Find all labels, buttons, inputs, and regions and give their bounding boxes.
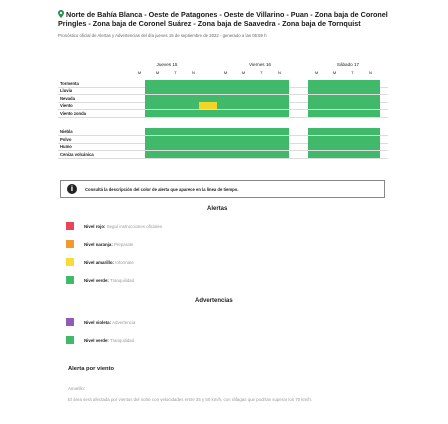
forecast-cell <box>199 128 217 135</box>
forecast-cell <box>145 80 163 87</box>
forecast-cell <box>271 87 289 94</box>
forecast-cell <box>362 102 380 109</box>
legend-description: Tranquilidad <box>108 277 135 283</box>
row-label-other: Niebla <box>60 129 73 134</box>
forecast-cell <box>308 128 326 135</box>
slot-label: M <box>241 70 246 75</box>
row-label-meteo: Viento zonda <box>60 111 86 116</box>
forecast-cell <box>308 136 326 143</box>
forecast-cell <box>199 95 217 102</box>
forecast-cell <box>344 87 362 94</box>
viento-alert-description: El área será afectada por vientos del norte con velocidades entre 35 y 50 km/h, con ráfagas que podrían superar los 70 km/h. <box>68 397 313 402</box>
day-label: Sábado 17 <box>336 62 360 67</box>
zone-title-text: Norte de Bahía Blanca - Oeste de Patagones - Oeste de Villarino - Puan - Zona baja de Coronel Pringles - Zona baja de Coronel Suárez - Zona baja de Saavedra - Zona baja de Tornquist <box>58 10 388 29</box>
forecast-cell <box>326 95 344 102</box>
forecast-cell <box>253 143 271 150</box>
forecast-cell <box>235 136 253 143</box>
viento-alert-title: Alerta por viento <box>68 366 115 372</box>
forecast-cell <box>145 95 163 102</box>
forecast-cell <box>308 151 326 158</box>
forecast-cell <box>235 128 253 135</box>
legend-level: Nivel rojo: <box>84 223 106 229</box>
legend-description: Advertencia <box>111 319 136 325</box>
forecast-cell <box>362 151 380 158</box>
forecast-cell <box>181 110 199 117</box>
legend-text <box>84 338 134 343</box>
forecast-cell <box>199 110 217 117</box>
forecast-cell <box>271 143 289 150</box>
info-box <box>60 180 385 198</box>
legend-level: Nivel verde: <box>84 277 109 283</box>
legend-description: Informate <box>114 259 134 265</box>
forecast-cell <box>362 95 380 102</box>
forecast-cell <box>163 87 181 94</box>
forecast-cell <box>362 110 380 117</box>
advertencias-title: Advertencias <box>195 298 233 304</box>
forecast-cell <box>308 80 326 87</box>
forecast-cell <box>271 136 289 143</box>
forecast-cell <box>163 102 181 109</box>
alertas-title: Alertas <box>207 206 228 212</box>
viento-alert-level: Amarillo: <box>68 386 86 391</box>
forecast-cell <box>181 151 199 158</box>
forecast-cell <box>308 102 326 109</box>
forecast-cell <box>181 143 199 150</box>
slot-label: T <box>260 70 263 75</box>
legend-text <box>84 242 133 247</box>
forecast-cell <box>181 95 199 102</box>
forecast-cell <box>145 151 163 158</box>
forecast-cell <box>145 136 163 143</box>
forecast-cell <box>235 87 253 94</box>
alerta-legend-item <box>66 221 162 231</box>
forecast-grid <box>58 62 388 174</box>
info-text: Consultá la descripción del color de alerta que aparece en la línea de tiempo. <box>85 186 239 192</box>
forecast-cell <box>362 128 380 135</box>
forecast-cell <box>344 102 362 109</box>
slot-label: N <box>278 70 281 75</box>
forecast-cell <box>271 102 289 109</box>
forecast-cell <box>308 87 326 94</box>
row-separator <box>58 158 388 159</box>
forecast-cell <box>199 136 217 143</box>
forecast-cell <box>253 102 271 109</box>
legend-text <box>84 224 162 229</box>
slot-label: M <box>314 70 319 75</box>
forecast-cell <box>217 95 235 102</box>
legend-text <box>84 260 134 265</box>
row-label-meteo: Nevada <box>60 96 75 101</box>
forecast-cell <box>326 151 344 158</box>
forecast-cell <box>199 80 217 87</box>
forecast-cell <box>271 151 289 158</box>
forecast-cell <box>271 95 289 102</box>
forecast-cell <box>199 102 217 109</box>
row-label-other: Ceniza volcánica <box>60 152 94 157</box>
forecast-cell <box>217 151 235 158</box>
color-swatch <box>66 318 74 326</box>
forecast-cell <box>271 128 289 135</box>
forecast-cell <box>181 102 199 109</box>
row-label-other: Humo <box>60 144 72 149</box>
forecast-cell <box>145 102 163 109</box>
forecast-cell <box>326 110 344 117</box>
color-swatch <box>66 336 74 344</box>
forecast-cell <box>181 80 199 87</box>
forecast-cell <box>362 143 380 150</box>
forecast-cell <box>235 143 253 150</box>
forecast-cell <box>145 110 163 117</box>
slot-label: M <box>155 70 160 75</box>
alerta-legend-item <box>66 275 134 285</box>
forecast-cell <box>362 136 380 143</box>
slot-label: M <box>223 70 228 75</box>
forecast-cell <box>308 110 326 117</box>
slot-label: M <box>332 70 337 75</box>
row-separator <box>58 117 388 118</box>
row-label-meteo: Viento <box>60 103 73 108</box>
forecast-subtitle: Pronóstico oficial de Alertas y Advertencias del día jueves 15 de septiembre de 2022 - generado a las 05:59 h <box>58 32 267 38</box>
info-icon: i <box>67 184 77 194</box>
forecast-cell <box>326 80 344 87</box>
row-label-other: Polvo <box>60 137 72 142</box>
forecast-cell <box>253 151 271 158</box>
forecast-cell <box>163 95 181 102</box>
forecast-cell <box>235 110 253 117</box>
forecast-cell <box>344 151 362 158</box>
forecast-cell <box>217 102 235 109</box>
legend-description: Seguí instrucciones oficiales <box>105 223 163 229</box>
forecast-cell <box>308 95 326 102</box>
forecast-cell <box>145 128 163 135</box>
header <box>58 10 388 38</box>
forecast-cell <box>253 95 271 102</box>
forecast-cell <box>326 87 344 94</box>
legend-text <box>84 320 135 325</box>
forecast-cell <box>217 136 235 143</box>
forecast-cell <box>199 143 217 150</box>
forecast-cell <box>163 151 181 158</box>
forecast-cell <box>344 110 362 117</box>
slot-label: N <box>192 70 195 75</box>
forecast-cell <box>271 110 289 117</box>
legend-level: Nivel naranja: <box>84 241 113 247</box>
color-swatch <box>66 240 74 248</box>
forecast-cell <box>253 110 271 117</box>
day-label: Jueves 15 <box>156 62 178 67</box>
forecast-cell <box>326 102 344 109</box>
forecast-cell <box>344 136 362 143</box>
alerta-legend-item <box>66 257 134 267</box>
forecast-cell <box>326 128 344 135</box>
forecast-cell <box>217 87 235 94</box>
color-swatch <box>66 222 74 230</box>
forecast-cell <box>163 128 181 135</box>
forecast-cell <box>181 136 199 143</box>
slot-label: N <box>369 70 372 75</box>
forecast-cell <box>326 143 344 150</box>
forecast-cell <box>163 136 181 143</box>
forecast-cell <box>253 128 271 135</box>
forecast-cell <box>217 128 235 135</box>
forecast-cell <box>362 80 380 87</box>
advertencia-legend-item <box>66 317 135 327</box>
forecast-cell <box>271 80 289 87</box>
forecast-cell <box>217 80 235 87</box>
forecast-cell <box>181 87 199 94</box>
forecast-cell <box>163 143 181 150</box>
slot-label: T <box>174 70 177 75</box>
row-label-meteo: Lluvia <box>60 88 73 93</box>
legend-level: Nivel verde: <box>84 337 109 343</box>
forecast-cell <box>344 143 362 150</box>
forecast-cell <box>344 80 362 87</box>
advertencia-legend-item <box>66 335 134 345</box>
legend-text <box>84 278 134 283</box>
forecast-cell <box>145 87 163 94</box>
legend-level: Nivel violeta: <box>84 319 112 325</box>
forecast-cell <box>235 102 253 109</box>
forecast-cell <box>235 80 253 87</box>
forecast-cell <box>253 80 271 87</box>
forecast-cell <box>362 87 380 94</box>
forecast-cell <box>181 128 199 135</box>
forecast-cell <box>163 80 181 87</box>
forecast-cell <box>253 136 271 143</box>
zone-title <box>58 10 388 29</box>
forecast-cell <box>199 151 217 158</box>
color-swatch <box>66 258 74 266</box>
slot-label: M <box>137 70 142 75</box>
forecast-cell <box>344 128 362 135</box>
legend-description: Tranquilidad <box>108 337 135 343</box>
color-swatch <box>66 276 74 284</box>
legend-description: Preparate <box>112 241 134 247</box>
forecast-cell <box>145 143 163 150</box>
slot-label: T <box>351 70 354 75</box>
forecast-cell <box>235 151 253 158</box>
forecast-cell <box>217 110 235 117</box>
forecast-cell <box>344 95 362 102</box>
forecast-cell <box>326 136 344 143</box>
location-pin-icon <box>58 10 64 18</box>
forecast-cell <box>217 143 235 150</box>
forecast-cell <box>163 110 181 117</box>
forecast-cell <box>253 87 271 94</box>
row-label-meteo: Tormenta <box>60 81 79 86</box>
forecast-cell <box>308 143 326 150</box>
alerta-legend-item <box>66 239 133 249</box>
forecast-cell <box>199 87 217 94</box>
day-label: Viernes 16 <box>249 62 271 67</box>
legend-level: Nivel amarillo: <box>84 259 115 265</box>
forecast-cell <box>235 95 253 102</box>
